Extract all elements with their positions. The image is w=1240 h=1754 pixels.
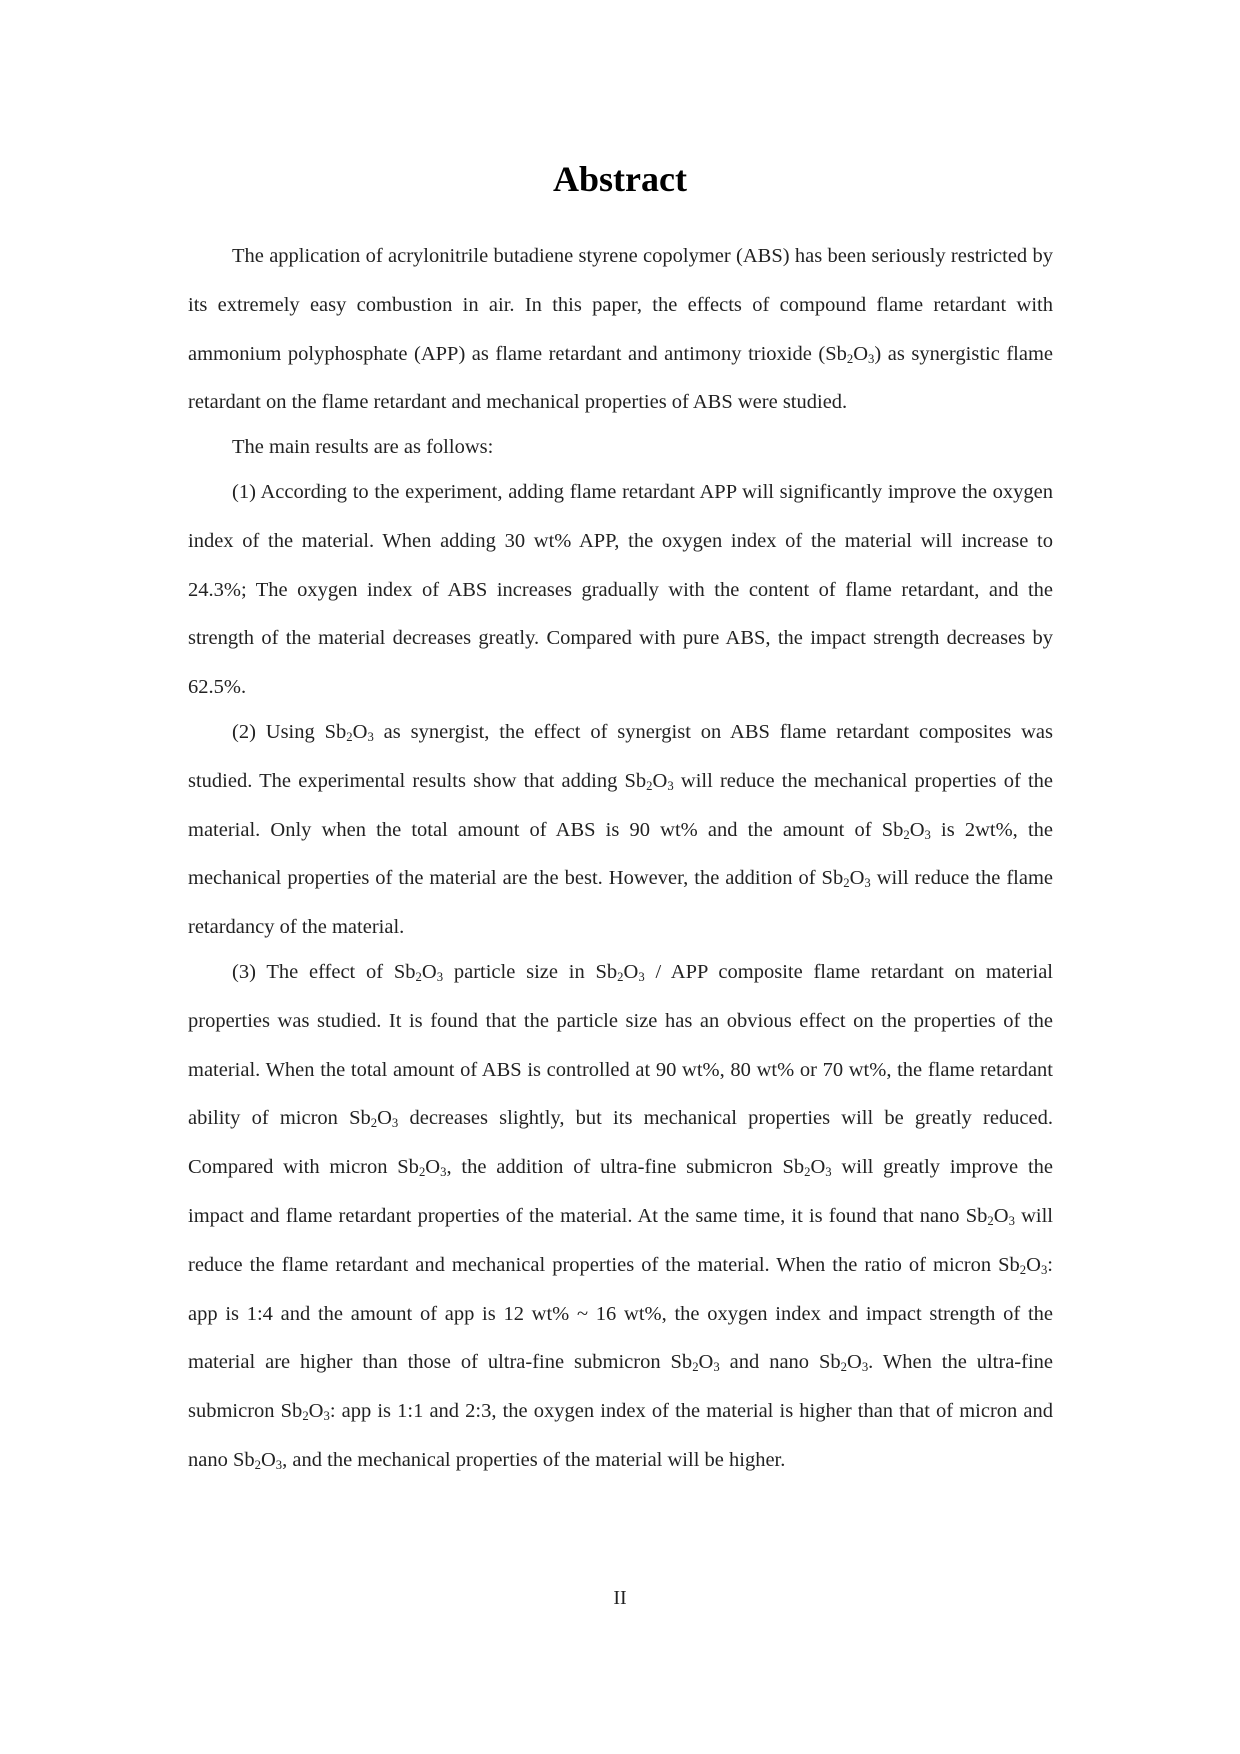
paragraph-results-lead: The main results are as follows: bbox=[232, 436, 494, 459]
subscript: 2 bbox=[846, 351, 854, 366]
subscript: 3 bbox=[864, 876, 871, 891]
subscript: 3 bbox=[436, 970, 444, 985]
subscript: 2 bbox=[302, 1409, 309, 1424]
subscript: 2 bbox=[692, 1360, 699, 1375]
subscript: 2 bbox=[617, 970, 624, 985]
subscript: 3 bbox=[713, 1360, 720, 1375]
subscript: 2 bbox=[346, 730, 353, 745]
subscript: 3 bbox=[638, 970, 645, 985]
subscript: 3 bbox=[1008, 1214, 1015, 1229]
subscript: 2 bbox=[987, 1214, 994, 1229]
subscript: 3 bbox=[861, 1360, 869, 1375]
subscript: 3 bbox=[868, 351, 875, 366]
subscript: 2 bbox=[1019, 1262, 1027, 1277]
subscript: 3 bbox=[440, 1165, 447, 1180]
subscript: 2 bbox=[254, 1458, 261, 1473]
subscript: 2 bbox=[646, 778, 653, 793]
subscript: 2 bbox=[843, 876, 850, 891]
subscript: 3 bbox=[391, 1116, 399, 1131]
subscript: 3 bbox=[825, 1165, 832, 1180]
subscript: 2 bbox=[804, 1165, 811, 1180]
subscript: 2 bbox=[370, 1116, 378, 1131]
subscript: 3 bbox=[323, 1409, 330, 1424]
subscript: 3 bbox=[924, 827, 931, 842]
paragraph-result-2: (2) Using $Sb_2O_3$ as synergist, the effect of synergist on ABS flame retardant composites was studied. The experimental results show that adding $Sb_2O_3$ will reduce the mechanical properties of the material. Only when the total amount of ABS is 90 wt% and the amount of $Sb_2O_3$ is 2wt%, the mechanical properties of the material are the best. However, the addition of $Sb_2O_3$ will reduce the flame retardancy of the material. bbox=[188, 720, 1054, 939]
subscript: 3 bbox=[1040, 1262, 1048, 1277]
paragraph-result-1: (1) According to the experiment, adding flame retardant APP will significantly improve the oxygen index of the material. When adding 30 wt% APP, the oxygen index of the material will increase to 24.3%; The oxygen index of ABS increases gradually with the content of flame retardant, and the strength of the material decreases greatly. Compared with pure ABS, the impact strength decreases by 62.5%. bbox=[188, 480, 1053, 699]
subscript: 2 bbox=[418, 1165, 426, 1180]
page-title: Abstract bbox=[553, 159, 687, 199]
abstract-body bbox=[188, 232, 1053, 1485]
paragraph-intro: The application of acrylonitrile butadiene styrene copolymer (ABS) has been seriously restricted by its extremely easy combustion in air. In this paper, the effects of compound flame retardant with ammonium polyphosphate (APP) as flame retardant and antimony trioxide $(Sb_2O_3)$ as synergistic flame retardant on the flame retardant and mechanical properties of ABS were studied. bbox=[188, 245, 1053, 414]
paragraph-result-3: (3) The effect of $Sb_2O_3$ particle size in $Sb_2O_3$ / APP composite flame retardant on material properties was studied. It is found that the particle size has an obvious effect on the properties of the material. When the total amount of ABS is controlled at 90 wt%, 80 wt% or 70 wt%, the flame retardant ability of micron $Sb_2O_3$ decreases slightly, but its mechanical properties will be greatly reduced. Compared with micron $Sb_2O_3$, the addition of ultra-fine submicron $Sb_2O_3$ will greatly improve the impact and flame retardant properties of the material. At the same time, it is found that nano $Sb_2O_3$ will reduce the flame retardant and mechanical properties of the material. When the ratio of micron $Sb_2O_3$: app is 1:4 and the amount of app is 12 wt% ~ 16 wt%, the oxygen index and impact strength of the material are higher than those of ultra-fine submicron $Sb_2O_3$ and nano $Sb_2O_3$. When the ultra-fine submicron $Sb_2O_3$: app is 1:1 and 2:3, the oxygen index of the material is higher than that of micron and nano $Sb_2O_3$, and the mechanical properties of the material will be higher. bbox=[188, 960, 1054, 1473]
subscript: 2 bbox=[415, 970, 422, 985]
subscript: 2 bbox=[903, 827, 910, 842]
page-number: II bbox=[613, 1587, 627, 1609]
subscript: 3 bbox=[367, 730, 374, 745]
subscript: 2 bbox=[840, 1360, 847, 1375]
subscript: 3 bbox=[667, 778, 674, 793]
subscript: 3 bbox=[275, 1458, 283, 1473]
